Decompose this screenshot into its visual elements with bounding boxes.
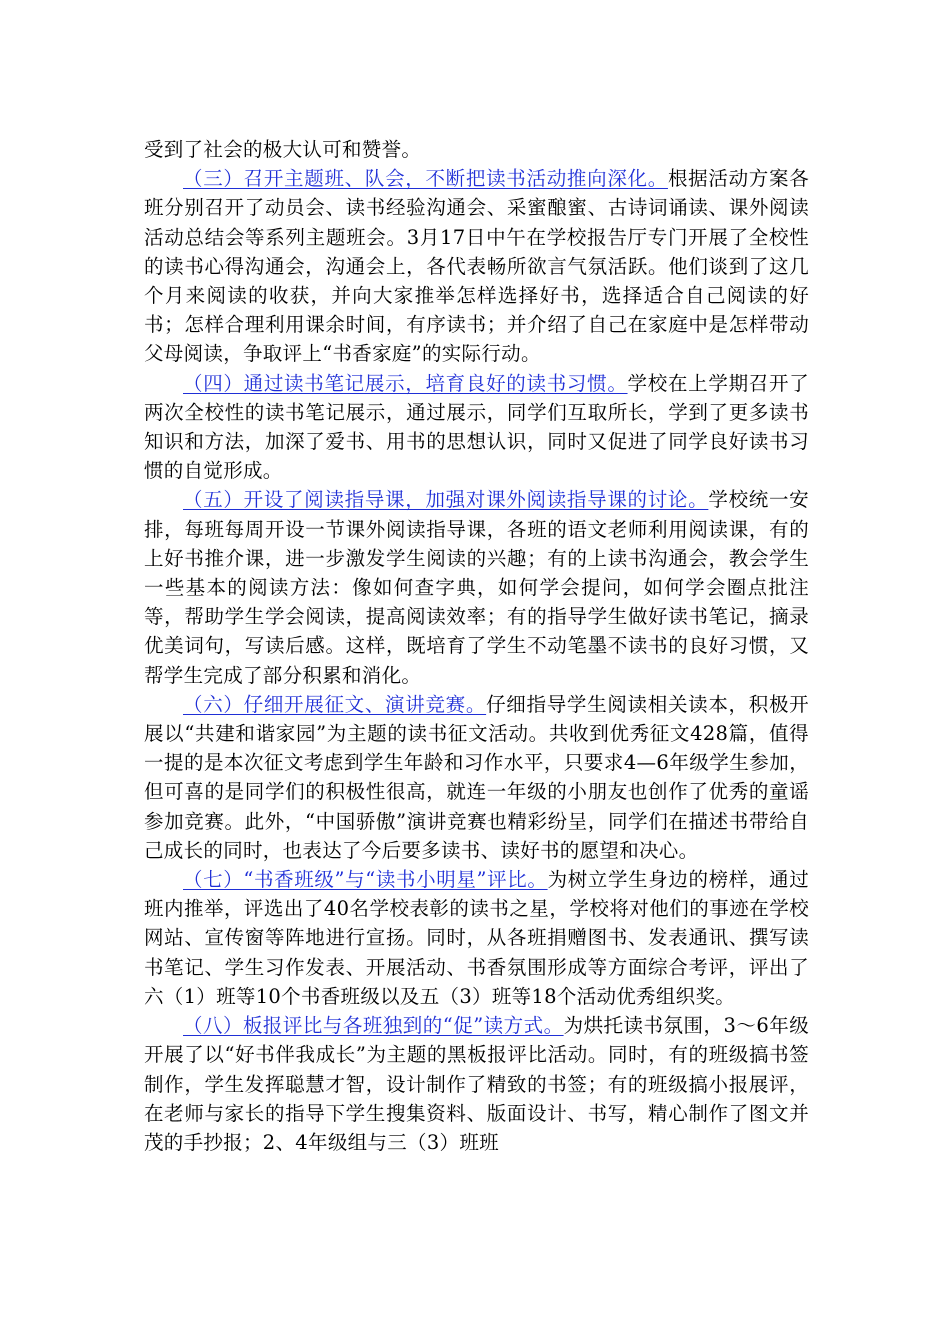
- section-heading-8: （八）板报评比与各班独到的“促”读方式。: [183, 1014, 564, 1038]
- section-heading-3: （三）召开主题班、队会，不断把读书活动推向深化。: [183, 167, 668, 191]
- paragraph-section-7: [144, 865, 809, 1011]
- paragraph-section-3: [144, 164, 809, 368]
- section-heading-7: （七）“书香班级”与“读书小明星”评比。: [183, 868, 548, 892]
- paragraph-body: 为树立学生身边的榜样，通过班内推举，评选出了40名学校表彰的读书之星，学校将对他们的事迹在学校网站、宣传窗等阵地进行宣扬。同时，从各班捐赠图书、发表通讯、撰写读书笔记、学生习作发表、开展活动、书香氛围形成等方面综合考评，评出了六（1）班等10个书香班级以及五（3）班等18个活动优秀组织奖。: [144, 868, 809, 1008]
- section-heading-5: （五）开设了阅读指导课，加强对课外阅读指导课的讨论。: [183, 488, 709, 512]
- paragraph-body: 受到了社会的极大认可和赞誉。: [144, 138, 422, 161]
- paragraph-section-6: [144, 690, 809, 865]
- paragraph-body: 仔细指导学生阅读相关读本，积极开展以“共建和谐家园”为主题的读书征文活动。共收到优秀征文428篇，值得一提的是本次征文考虑到学生年龄和习作水平，只要求4—6年级学生参加，但可喜的是同学们的积极性很高，就连一年级的小朋友也创作了优秀的童谣参加竞赛。此外，“中国骄傲”演讲竞赛也精彩纷呈，同学们在描述书带给自己成长的同时，也表达了今后要多读书、读好书的愿望和决心。: [144, 692, 809, 862]
- paragraph-continuation: [144, 135, 809, 164]
- paragraph-body: 学校统一安排，每班每周开设一节课外阅读指导课，各班的语文老师利用阅读课，有的上好书推介课，进一步激发学生阅读的兴趣；有的上读书沟通会，教会学生一些基本的阅读方法：像如何查字典，如何学会提问，如何学会圈点批注等，帮助学生学会阅读，提高阅读效率；有的指导学生做好读书笔记，摘录优美词句，写读后感。这样，既培育了学生不动笔墨不读书的良好习惯，又帮学生完成了部分积累和消化。: [144, 488, 809, 687]
- paragraph-body: 学校在上学期召开了两次全校性的读书笔记展示，通过展示，同学们互取所长，学到了更多读书知识和方法，加深了爱书、用书的思想认识，同时又促进了同学良好读书习惯的自觉形成。: [144, 371, 809, 483]
- section-heading-6: （六）仔细开展征文、演讲竞赛。: [183, 692, 487, 716]
- paragraph-body: 根据活动方案各班分别召开了动员会、读书经验沟通会、采蜜酿蜜、古诗词诵读、课外阅读活动总结会等系列主题班会。3月17日中午在学校报告厅专门开展了全校性的读书心得沟通会，沟通会上，各代表畅所欲言气氛活跃。他们谈到了这几个月来阅读的收获，并向大家推举怎样选择好书，选择适合自己阅读的好书；怎样合理利用课余时间，有序读书；并介绍了自己在家庭中是怎样带动父母阅读，争取评上“书香家庭”的实际行动。: [144, 167, 809, 366]
- paragraph-section-4: [144, 369, 809, 486]
- paragraph-section-8: [144, 1011, 809, 1157]
- paragraph-section-5: [144, 485, 809, 689]
- section-heading-4: （四）通过读书笔记展示，培育良好的读书习惯。: [183, 371, 628, 395]
- paragraph-body: 为烘托读书氛围，3～6年级开展了以“好书伴我成长”为主题的黑板报评比活动。同时，有的班级搞书签制作，学生发挥聪慧才智，设计制作了精致的书签；有的班级搞小报展评，在老师与家长的指导下学生搜集资料、版面设计、书写，精心制作了图文并茂的手抄报；2、4年级组与三（3）班班: [144, 1014, 809, 1154]
- document-body: [144, 135, 809, 1157]
